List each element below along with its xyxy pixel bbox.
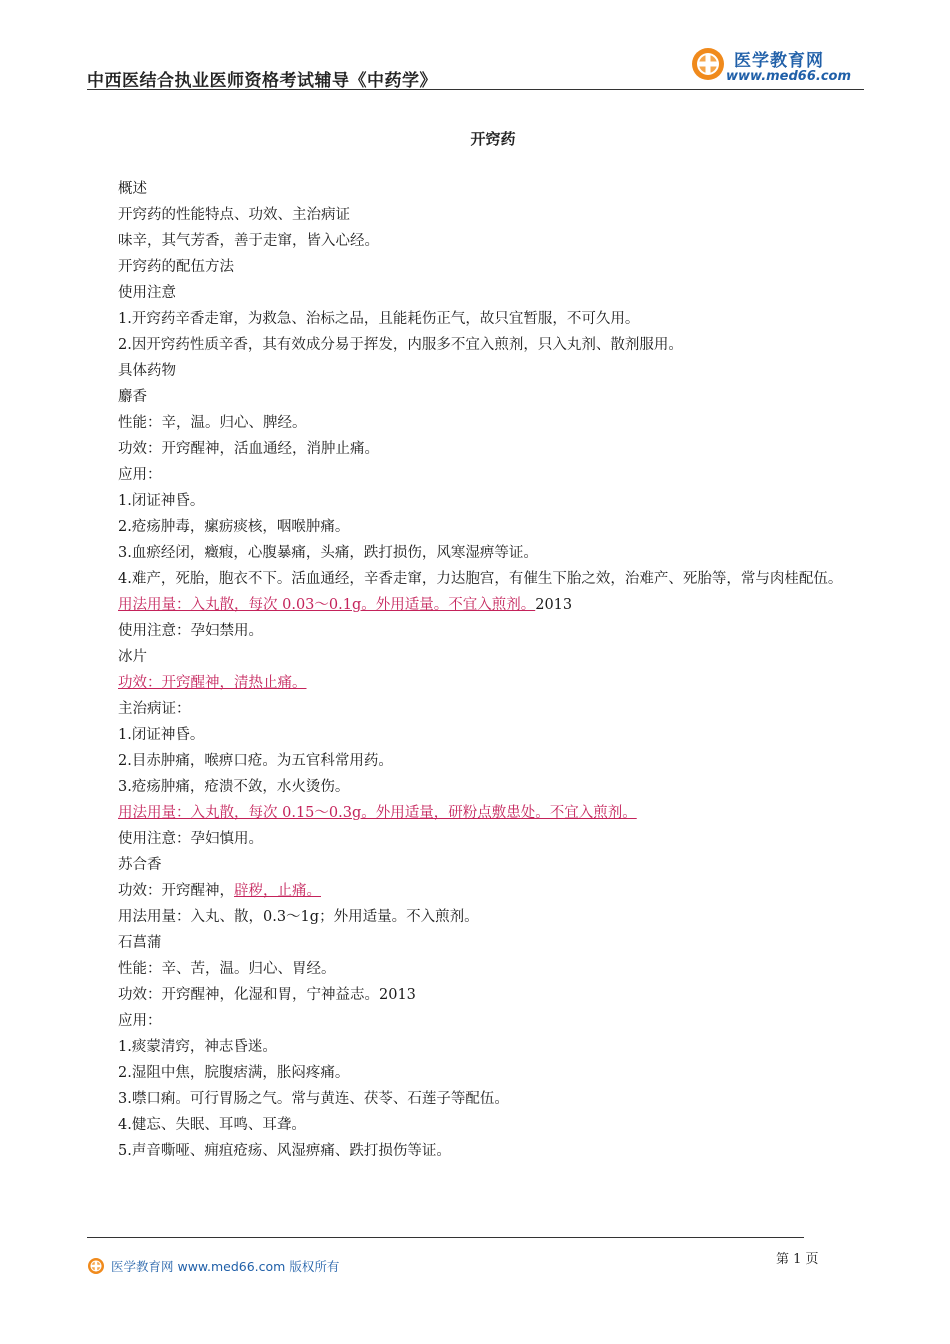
paragraph (87, 670, 865, 696)
section-heading: 概述 (118, 181, 147, 197)
herb-name: 苏合香 (118, 857, 162, 873)
paragraph: 开窍药的性能特点、功效、主治病证 (118, 207, 350, 223)
highlighted-dosage: 用法用量：入丸散，每次 0.03～0.1g。外用适量。不宜入煎剂。 (118, 597, 536, 613)
site-logo[interactable] (690, 44, 870, 88)
paragraph: 功效：开窍醒神，化湿和胃，宁神益志。2013 (118, 987, 416, 1003)
paragraph (87, 800, 865, 826)
paragraph (87, 592, 865, 618)
list-item: 3.血瘀经闭，癥瘕，心腹暴痛，头痛，跌打损伤，风寒湿痹等证。 (118, 545, 538, 561)
header-divider (87, 89, 864, 90)
list-item: 3.噤口痢。可行胃肠之气。常与黄连、茯苓、石莲子等配伍。 (118, 1091, 509, 1107)
paragraph: 主治病证： (118, 701, 191, 717)
effect-text: 功效：开窍醒神， (118, 883, 234, 899)
header-title: 中西医结合执业医师资格考试辅导《中药学》 (87, 71, 437, 91)
paragraph: 使用注意：孕妇禁用。 (118, 623, 263, 639)
document-body (87, 176, 865, 1164)
medical-cross-logo-icon (690, 46, 726, 82)
highlighted-dosage: 用法用量：入丸散，每次 0.15～0.3g。外用适量，研粉点敷患处。不宜入煎剂。 (118, 805, 637, 821)
paragraph: 应用： (118, 467, 162, 483)
paragraph: 用法用量：入丸、散，0.3～1g；外用适量。不入煎剂。 (118, 909, 479, 925)
exam-year: 2013 (535, 597, 573, 613)
document-title: 开窍药 (470, 130, 516, 148)
paragraph: 性能：辛、苦，温。归心、胃经。 (118, 961, 336, 977)
list-item: 2.因开窍药性质辛香，其有效成分易于挥发，内服多不宜入煎剂，只入丸剂、散剂服用。 (118, 337, 683, 353)
highlighted-effect: 功效：开窍醒神，清热止痛。 (118, 675, 307, 691)
list-item-text: 4.难产，死胎，胞衣不下。活血通经，辛香走窜，力达胞宫，有催生下胎之效，治难产、死胎等，常与肉桂配伍。 (118, 571, 843, 587)
paragraph: 功效：开窍醒神，活血通经，消肿止痛。 (118, 441, 379, 457)
paragraph: 使用注意：孕妇慎用。 (118, 831, 263, 847)
paragraph: 使用注意 (118, 285, 176, 301)
list-item: 2.目赤肿痛，喉痹口疮。为五官科常用药。 (118, 753, 393, 769)
list-item: 4.健忘、失眠、耳鸣、耳聋。 (118, 1117, 306, 1133)
list-item (87, 566, 865, 592)
page-number: 第 1 页 (776, 1252, 819, 1267)
herb-name: 石菖蒲 (118, 935, 162, 951)
medical-cross-logo-icon (87, 1257, 105, 1275)
paragraph: 性能：辛，温。归心、脾经。 (118, 415, 307, 431)
list-item: 2.疮疡肿毒，瘰疬痰核，咽喉肿痛。 (118, 519, 350, 535)
list-item: 5.声音嘶哑、痈疽疮疡、风湿痹痛、跌打损伤等证。 (118, 1143, 451, 1159)
list-item: 1.痰蒙清窍，神志昏迷。 (118, 1039, 277, 1055)
section-heading: 具体药物 (118, 363, 176, 379)
list-item: 1.闭证神昏。 (118, 493, 205, 509)
paragraph: 开窍药的配伍方法 (118, 259, 234, 275)
list-item: 3.疮疡肿痛，疮溃不敛，水火烫伤。 (118, 779, 350, 795)
herb-name: 麝香 (118, 389, 147, 405)
footer-copyright[interactable]: 医学教育网 www.med66.com 版权所有 (111, 1259, 340, 1274)
paragraph (87, 878, 865, 904)
footer-divider (87, 1237, 804, 1238)
herb-name: 冰片 (118, 649, 147, 665)
highlighted-effect: 辟秽，止痛。 (234, 883, 321, 899)
list-item: 2.湿阻中焦，脘腹痞满，胀闷疼痛。 (118, 1065, 350, 1081)
list-item: 1.开窍药辛香走窜，为救急、治标之品，且能耗伤正气，故只宜暂服，不可久用。 (118, 311, 640, 327)
logo-url: www.med66.com (726, 69, 852, 84)
paragraph: 味辛，其气芳香，善于走窜，皆入心经。 (118, 233, 379, 249)
paragraph: 应用： (118, 1013, 162, 1029)
list-item: 1.闭证神昏。 (118, 727, 205, 743)
logo-name: 医学教育网 (734, 51, 824, 71)
